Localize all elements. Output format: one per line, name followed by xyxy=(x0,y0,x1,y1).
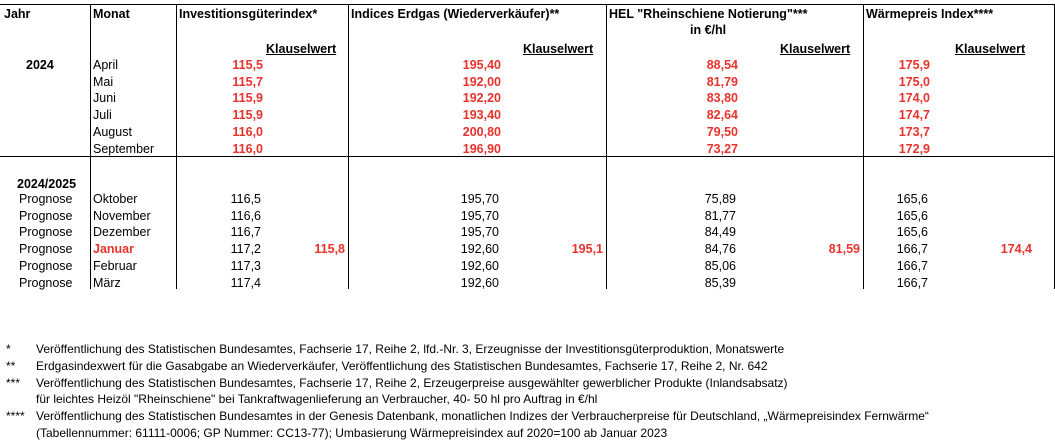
gas-value: 192,60 xyxy=(460,275,499,290)
month-label: Juli xyxy=(93,108,112,123)
heat-value: 166,7 xyxy=(896,242,928,257)
header-heat-price-index: Wärmepreis Index**** xyxy=(866,7,994,21)
col-divider xyxy=(606,4,607,289)
table-top-border xyxy=(0,4,1055,5)
investment-value: 116,6 xyxy=(230,208,261,223)
month-label: Dezember xyxy=(93,225,151,240)
footnote-mark: * xyxy=(6,342,11,356)
month-label: Mai xyxy=(93,74,114,89)
heat-value: 174,0 xyxy=(898,91,930,106)
hel-value: 73,27 xyxy=(706,141,738,156)
header-year: Jahr xyxy=(4,7,31,21)
forecast-label: Prognose xyxy=(19,242,73,257)
heat-value: 172,9 xyxy=(898,141,930,156)
footnote-mark: ** xyxy=(6,359,16,373)
clause-label-col1: Klauselwert xyxy=(266,42,337,56)
footnote-mark: **** xyxy=(6,409,25,423)
gas-value: 192,60 xyxy=(460,258,499,273)
investment-value: 115,7 xyxy=(232,74,263,89)
heat-value: 175,9 xyxy=(898,58,930,72)
heat-value: 165,6 xyxy=(896,225,928,240)
clause-label-col2: Klauselwert xyxy=(523,42,594,56)
col-divider xyxy=(90,4,91,289)
hel-value: 85,06 xyxy=(704,258,736,273)
investment-value: 117,3 xyxy=(230,258,261,273)
footnote-text: Veröffentlichung des Statistischen Bundesamtes, Fachserie 17, Reihe 2, Erzeugerpreise ausgewählter gewerblicher Produkte (Inlandsabsatz) xyxy=(36,376,788,390)
heat-value: 166,7 xyxy=(896,258,928,273)
investment-clause-value: 115,8 xyxy=(314,242,345,257)
gas-value: 192,00 xyxy=(462,74,501,89)
investment-value: 116,5 xyxy=(230,192,261,206)
heat-value: 165,6 xyxy=(896,208,928,223)
forecast-label: Prognose xyxy=(19,208,73,223)
gas-value: 192,20 xyxy=(462,91,501,106)
heat-clause-value: 174,4 xyxy=(1000,242,1032,257)
section-year-2024: 2024 xyxy=(26,58,54,72)
hel-value: 82,64 xyxy=(706,108,738,123)
footnote-text: für leichtes Heizöl "Rheinschiene" bei Tankraftwagenlieferung an Verbraucher, 40- 50 hl pro Auftrag in €/hl xyxy=(36,392,598,406)
gas-value: 196,90 xyxy=(462,141,501,156)
gas-clause-value: 195,1 xyxy=(571,242,603,257)
footnote-mark: *** xyxy=(6,376,21,390)
gas-value: 200,80 xyxy=(462,124,501,139)
forecast-label: Prognose xyxy=(19,192,73,206)
month-label: September xyxy=(93,141,155,156)
heat-value: 166,7 xyxy=(896,275,928,290)
hel-value: 88,54 xyxy=(706,58,738,72)
footnote-text: Veröffentlichung des Statistischen Bundesamtes, Fachserie 17, Reihe 2, lfd.-Nr. 3, Erzeugnisse der Investitionsgüterproduktion, Monatswerte xyxy=(36,342,785,356)
hel-value: 84,76 xyxy=(704,242,736,257)
gas-value: 195,40 xyxy=(462,58,501,72)
header-month: Monat xyxy=(93,7,130,21)
month-label: Januar xyxy=(93,242,134,257)
heat-value: 175,0 xyxy=(898,74,930,89)
month-label: November xyxy=(93,208,151,223)
gas-value: 193,40 xyxy=(462,108,501,123)
investment-value: 116,0 xyxy=(232,124,263,139)
col-divider xyxy=(863,4,864,289)
header-gas-index: Indices Erdgas (Wiederverkäufer)** xyxy=(351,7,560,21)
month-label: Februar xyxy=(93,258,137,273)
heat-value: 174,7 xyxy=(898,108,930,123)
footnote-text: Erdgasindexwert für die Gasabgabe an Wiederverkäufer, Veröffentlichung des Statistischen Bundesamtes, Fachserie 17, Reihe 2, Nr. 642 xyxy=(36,359,768,373)
header-hel: HEL "Rheinschiene Notierung"*** xyxy=(609,7,808,21)
month-label: Oktober xyxy=(93,192,138,206)
header-hel-unit: in €/hl xyxy=(690,23,727,37)
month-label: August xyxy=(93,124,132,139)
section-year-2024-2025: 2024/2025 xyxy=(17,177,77,191)
heat-value: 173,7 xyxy=(898,124,930,139)
hel-value: 79,50 xyxy=(706,124,738,139)
clause-label-col3: Klauselwert xyxy=(780,42,851,56)
investment-value: 116,0 xyxy=(232,141,263,156)
hel-value: 85,39 xyxy=(704,275,736,290)
month-label: April xyxy=(93,58,119,72)
clause-label-col4: Klauselwert xyxy=(955,42,1026,56)
month-label: März xyxy=(93,275,121,290)
investment-value: 117,2 xyxy=(230,242,261,257)
investment-value: 117,4 xyxy=(230,275,261,290)
header-investment-index: Investitionsgüterindex* xyxy=(179,7,318,21)
gas-value: 195,70 xyxy=(460,192,499,206)
forecast-label: Prognose xyxy=(19,258,73,273)
footnote-text: (Tabellennummer: 61111-0006; GP Nummer: CC13-77); Umbasierung Wärmepreisindex auf 2020=100 ab Januar 2023 xyxy=(36,426,668,440)
forecast-label: Prognose xyxy=(19,275,73,290)
hel-value: 84,49 xyxy=(704,225,736,240)
hel-value: 81,79 xyxy=(706,74,738,89)
hel-value: 75,89 xyxy=(704,192,736,206)
footnote-text: Veröffentlichung des Statistischen Bundesamtes in der Genesis Datenbank, monatlichen Indizes der Verbraucherpreise für Deutschland, „Wärmepreisindex Fernwärme“ xyxy=(36,409,929,423)
col-divider xyxy=(348,4,349,289)
month-label: Juni xyxy=(93,91,116,106)
gas-value: 195,70 xyxy=(460,225,499,240)
hel-value: 83,80 xyxy=(706,91,738,106)
investment-value: 115,9 xyxy=(232,108,263,123)
hel-clause-value: 81,59 xyxy=(828,242,860,257)
forecast-label: Prognose xyxy=(19,225,73,240)
hel-value: 81,77 xyxy=(704,208,736,223)
heat-value: 165,6 xyxy=(896,192,928,206)
gas-value: 195,70 xyxy=(460,208,499,223)
gas-value: 192,60 xyxy=(460,242,499,257)
col-divider xyxy=(176,4,177,289)
investment-value: 115,5 xyxy=(232,58,263,72)
investment-value: 115,9 xyxy=(232,91,263,106)
investment-value: 116,7 xyxy=(230,225,261,240)
